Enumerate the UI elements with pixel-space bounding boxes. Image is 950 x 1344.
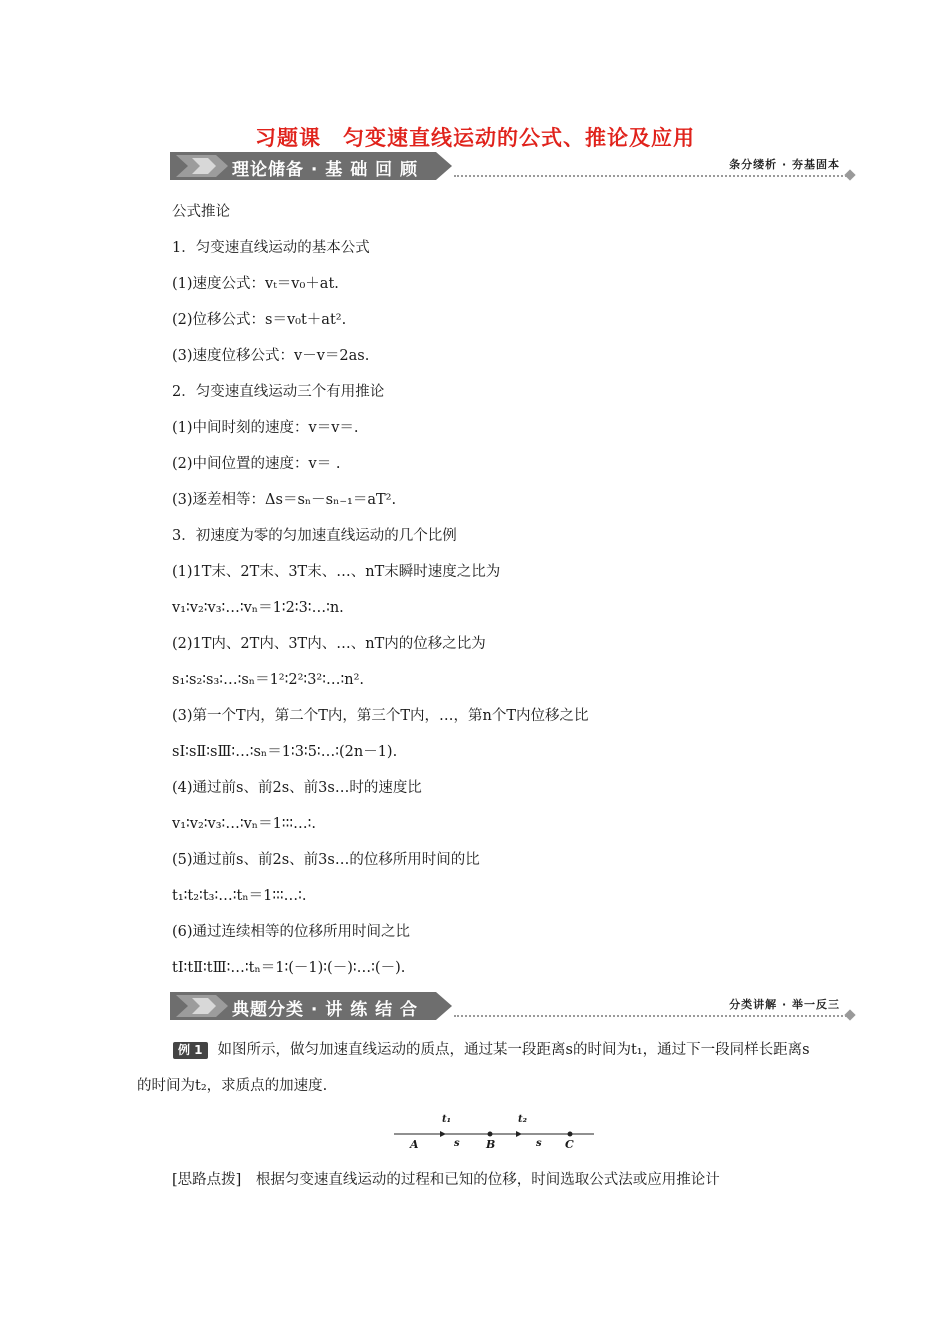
text-line: (2)位移公式：s＝v₀t＋at². — [172, 312, 347, 328]
text-line: sⅠ∶sⅡ∶sⅢ∶…∶sₙ＝1∶3∶5∶…∶(2n－1). — [172, 744, 398, 760]
text-line: (1)速度公式：vₜ＝v₀＋at. — [172, 276, 339, 292]
text-line: tⅠ∶tⅡ∶tⅢ∶…∶tₙ＝1∶(－1)∶(－)∶…∶(－). — [172, 960, 406, 976]
hint-text: [思路点拨] 根据匀变速直线运动的过程和已知的位移，时间选取公式法或应用推论计 — [172, 1172, 720, 1188]
diamond-icon — [844, 169, 855, 180]
label-b: B — [486, 1138, 496, 1151]
text-line: (1)中间时刻的速度：v＝v＝. — [172, 420, 359, 436]
text-line: (2)1T内、2T内、3T内、…、nT内的位移之比为 — [172, 636, 486, 652]
section-banner-theory — [170, 152, 860, 182]
banner-subtitle: 分类讲解 · 举一反三 — [729, 998, 840, 1011]
text-line: (5)通过前s、前2s、前3s…的位移所用时间的比 — [172, 852, 480, 868]
label-t1: t₁ — [442, 1114, 451, 1125]
example-text: 如图所示，做匀加速直线运动的质点，通过某一段距离s的时间为t₁，通过下一段同样长距离s的时间为t₂，求质点的加速度. — [137, 1042, 810, 1094]
label-a: A — [410, 1138, 419, 1151]
text-line: 3．初速度为零的匀加速直线运动的几个比例 — [172, 528, 457, 544]
text-line: t₁∶t₂∶t₃∶…∶tₙ＝1∶∶∶…∶. — [172, 888, 307, 904]
text-line: (6)通过连续相等的位移所用时间之比 — [172, 924, 411, 940]
label-s1: s — [454, 1138, 460, 1149]
label-t2: t₂ — [518, 1114, 527, 1125]
banner-title: 理论储备 · 基 础 回 顾 — [232, 160, 419, 180]
text-line: 公式推论 — [172, 204, 230, 220]
text-line: v₁∶v₂∶v₃∶…∶vₙ＝1∶2∶3∶…∶n. — [172, 600, 344, 616]
text-line: 1．匀变速直线运动的基本公式 — [172, 240, 370, 256]
text-line: (3)逐差相等：Δs＝sₙ－sₙ₋₁＝aT². — [172, 492, 397, 508]
banner-title: 典题分类 · 讲 练 结 合 — [232, 1000, 419, 1020]
label-s2: s — [536, 1138, 542, 1149]
text-line: s₁∶s₂∶s₃∶…∶sₙ＝1²∶2²∶3²∶…∶n². — [172, 672, 365, 688]
banner-divider — [454, 1015, 847, 1017]
text-line: (2)中间位置的速度：v＝ . — [172, 456, 341, 472]
motion-diagram — [390, 1112, 600, 1154]
text-line: (3)第一个T内，第二个T内，第三个T内，…，第n个T内位移之比 — [172, 708, 589, 724]
example-paragraph — [137, 1032, 817, 1104]
page-title: 习题课 匀变速直线运动的公式、推论及应用 — [255, 126, 695, 150]
banner-divider — [454, 175, 847, 177]
text-line: (3)速度位移公式：v－v＝2as. — [172, 348, 370, 364]
text-line: v₁∶v₂∶v₃∶…∶vₙ＝1∶∶∶…∶. — [172, 816, 317, 832]
text-line: (1)1T末、2T末、3T末、…、nT末瞬时速度之比为 — [172, 564, 501, 580]
diamond-icon — [844, 1009, 855, 1020]
example-tag: 例 1 — [173, 1042, 208, 1059]
text-line: (4)通过前s、前2s、前3s…时的速度比 — [172, 780, 422, 796]
section-banner-examples — [170, 992, 860, 1022]
banner-subtitle: 条分缕析 · 夯基固本 — [729, 158, 840, 171]
text-line: 2．匀变速直线运动三个有用推论 — [172, 384, 385, 400]
label-c: C — [565, 1138, 574, 1151]
